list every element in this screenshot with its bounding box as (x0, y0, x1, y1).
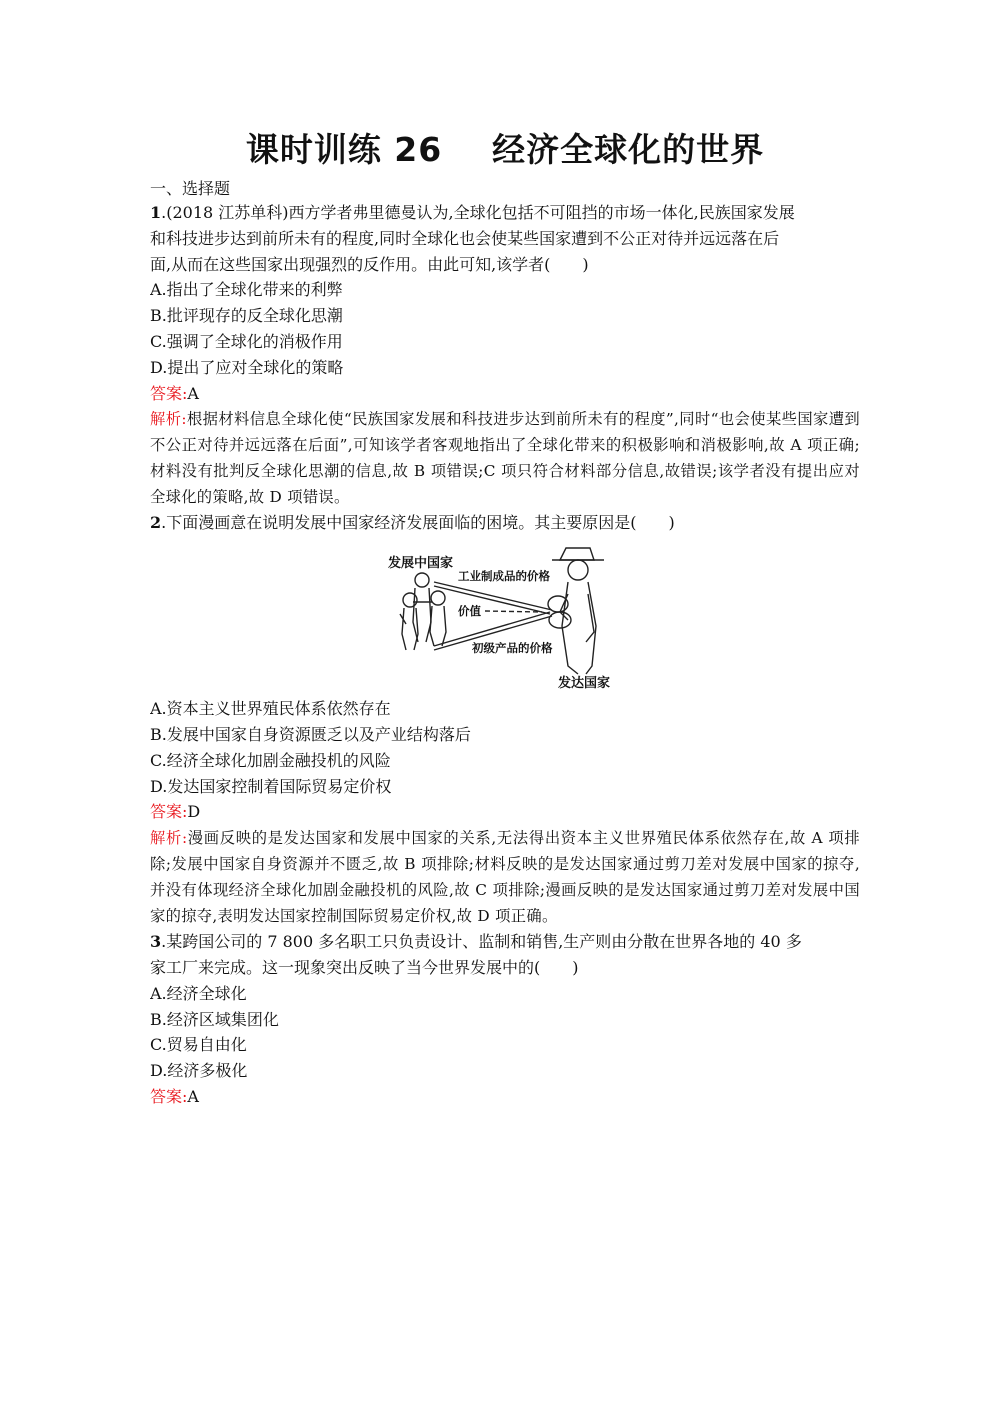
label-industrial-price: 工业制成品的价格 (458, 569, 550, 584)
option-d: D.经济多极化 (150, 1061, 248, 1081)
analysis-text: 根据材料信息全球化使“民族国家发展和科技进步达到前所未有的程度”,同时“也会使某些国家遭到不公正对待并远远落在后面”,可知该学者客观地指出了全球化带来的积极影响和消极影响,故 A 项正确;材料没有批判反全球化思潮的信息,故 B 项错误;C 项只符合材料部分信息,故错误;该学者没有提出应对全球化的策略,故 D 项错误。 (150, 410, 860, 507)
option-d: D.发达国家控制着国际贸易定价权 (150, 776, 392, 796)
question-stem-line: 面,从而在这些国家出现强烈的反作用。由此可知,该学者( ) (150, 254, 589, 274)
value-dashed-line (485, 611, 542, 612)
option-c: C.强调了全球化的消极作用 (150, 331, 343, 351)
answer (150, 381, 860, 407)
question-stem-line: 和科技进步达到前所未有的程度,同时全球化也会使某些国家遭到不公正对待并远远落在后 (150, 228, 780, 248)
label-value: 价值 (458, 604, 481, 619)
scissors-cartoon (382, 542, 642, 692)
question-2 (150, 510, 860, 929)
option-a: A.指出了全球化带来的利弊 (150, 280, 343, 300)
question-3 (150, 929, 860, 1110)
question-number: 2 (150, 513, 162, 533)
option-a: A.资本主义世界殖民体系依然存在 (150, 699, 391, 719)
answer (150, 799, 860, 825)
answer-label: 答案: (150, 383, 188, 403)
answer-label: 答案: (150, 1086, 188, 1106)
document-page (150, 120, 860, 1110)
answer (150, 1084, 860, 1110)
question-stem-line: 3.某跨国公司的 7 800 多名职工只负责设计、监制和销售,生产则由分散在世界各地的 40 多 (150, 932, 802, 952)
question-1 (150, 200, 860, 510)
analysis-text: 漫画反映的是发达国家和发展中国家的关系,无法得出资本主义世界殖民体系依然存在,故 A 项排除;发展中国家自身资源并不匮乏,故 B 项排除;材料反映的是发达国家通过剪刀差对发展中国家的掠夺,并没有体现经济全球化加剧金融投机的风险,故 C 项排除;漫画反映的是发达国家通过剪刀差对发展中国家的掠夺,表明发达国家控制国际贸易定价权,故 D 项正确。 (150, 829, 861, 926)
analysis-label: 解析: (150, 829, 188, 848)
label-developing-countries: 发展中国家 (388, 556, 454, 572)
option-c: C.贸易自由化 (150, 1035, 247, 1055)
question-stem-line: 家工厂来完成。这一现象突出反映了当今世界发展中的( ) (150, 957, 579, 977)
answer-value: D (187, 802, 201, 822)
analysis (150, 406, 860, 510)
question-number: 1 (150, 203, 162, 222)
option-b: B.批评现存的反全球化思潮 (150, 306, 343, 326)
option-d: D.提出了应对全球化的策略 (150, 357, 344, 377)
option-b: B.发展中国家自身资源匮乏以及产业结构落后 (150, 724, 471, 744)
option-b: B.经济区域集团化 (150, 1009, 279, 1029)
option-c: C.经济全球化加剧金融投机的风险 (150, 750, 391, 770)
option-a: A.经济全球化 (150, 983, 247, 1003)
answer-value: A (187, 1086, 199, 1106)
question-stem-line: 2.下面漫画意在说明发展中国家经济发展面临的困境。其主要原因是( ) (150, 513, 675, 533)
scissor-blade-upper (434, 582, 552, 610)
analysis-label: 解析: (150, 410, 187, 429)
label-developed-countries: 发达国家 (558, 676, 611, 692)
page-title: 课时训练 26 经济全球化的世界 (245, 130, 765, 169)
label-primary-price: 初级产品的价格 (472, 641, 553, 656)
question-number: 3 (150, 932, 162, 952)
question-stem-line: 1.(2018 江苏单科)西方学者弗里德曼认为,全球化包括不可阻挡的市场一体化,民族国家发展 (150, 203, 795, 222)
analysis (150, 825, 860, 929)
answer-label: 答案: (150, 802, 188, 822)
section-title: 一、选择题 (150, 179, 231, 198)
answer-value: A (187, 383, 199, 403)
